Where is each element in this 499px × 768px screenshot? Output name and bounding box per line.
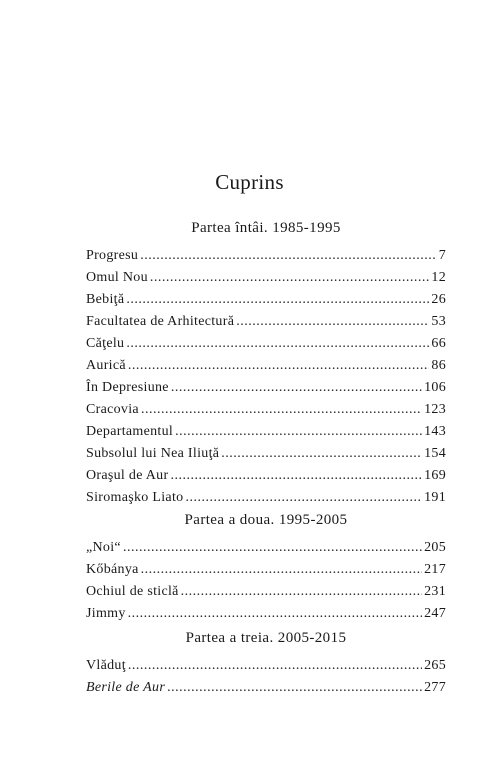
toc-entry[interactable]: [86, 358, 446, 378]
entry-page: 231: [424, 584, 446, 599]
entry-page: 277: [424, 680, 446, 695]
entry-page: 265: [424, 658, 446, 673]
entry-page: 12: [431, 270, 446, 285]
entry-title: Cracovia: [86, 402, 139, 417]
entry-page: 53: [431, 314, 446, 329]
dot-leader: [236, 314, 429, 330]
dot-leader: [185, 490, 422, 506]
toc-entry[interactable]: [86, 562, 446, 582]
dot-leader: [175, 424, 422, 440]
toc-entry[interactable]: [86, 380, 446, 400]
toc-entry[interactable]: [86, 490, 446, 510]
dot-leader: [221, 446, 422, 462]
entry-page: 247: [424, 606, 446, 621]
entry-page: 7: [438, 248, 446, 263]
dot-leader: [171, 380, 422, 396]
toc-entry[interactable]: [86, 314, 446, 334]
dot-leader: [123, 540, 422, 556]
toc-entry[interactable]: [86, 606, 446, 626]
entry-title: Departamentul: [86, 424, 174, 439]
entry-title: Bebiţă: [86, 292, 125, 307]
entry-page: 143: [424, 424, 446, 439]
toc-entry[interactable]: [86, 584, 446, 604]
dot-leader: [126, 336, 429, 352]
dot-leader: [140, 248, 437, 264]
dot-leader: [128, 358, 430, 374]
entry-title: Jimmy: [86, 606, 126, 621]
toc-entry[interactable]: [86, 270, 446, 290]
part-heading-3: Partea a treia. 2005-2015: [185, 630, 347, 646]
entry-title: „Noi“: [86, 540, 121, 555]
toc-entry[interactable]: [86, 468, 446, 488]
entry-page: 205: [424, 540, 446, 555]
dot-leader: [181, 584, 422, 600]
entry-title: Berile de Aur: [86, 680, 166, 695]
entry-page: 86: [431, 358, 446, 373]
toc-entry[interactable]: [86, 680, 446, 700]
toc-entry[interactable]: [86, 336, 446, 356]
entry-page: 169: [424, 468, 446, 483]
toc-entry[interactable]: [86, 658, 446, 678]
dot-leader: [141, 562, 422, 578]
toc-entry[interactable]: [86, 248, 446, 268]
entry-title: Progresu: [86, 248, 139, 263]
toc-entry[interactable]: [86, 424, 446, 444]
entry-title: Oraşul de Aur: [86, 468, 169, 483]
entry-title: Aurică: [86, 358, 126, 373]
entry-title: Subsolul lui Nea Iliuţă: [86, 446, 220, 461]
entry-title: Siromaşko Liato: [86, 490, 184, 505]
toc-entry[interactable]: [86, 446, 446, 466]
part-heading-2: Partea a doua. 1995-2005: [184, 512, 348, 528]
toc-entry[interactable]: [86, 292, 446, 312]
dot-leader: [170, 468, 422, 484]
toc-entry[interactable]: [86, 402, 446, 422]
entry-title: Kőbánya: [86, 562, 139, 577]
page-title: Cuprins: [215, 170, 284, 194]
entry-page: 106: [424, 380, 446, 395]
entry-page: 217: [424, 562, 446, 577]
toc-entry[interactable]: [86, 540, 446, 560]
entry-title: Vlăduţ: [86, 658, 126, 673]
dot-leader: [141, 402, 422, 418]
entry-title: Ochiul de sticlă: [86, 584, 179, 599]
entry-page: 154: [424, 446, 446, 461]
entry-title: Omul Nou: [86, 270, 148, 285]
entry-page: 123: [424, 402, 446, 417]
entry-title: Căţelu: [86, 336, 125, 351]
dot-leader: [150, 270, 429, 286]
dot-leader: [128, 658, 422, 674]
dot-leader: [128, 606, 422, 622]
dot-leader: [167, 680, 422, 696]
entry-title: Facultatea de Arhitectură: [86, 314, 235, 329]
entry-title: În Depresiune: [86, 380, 169, 395]
dot-leader: [126, 292, 429, 308]
entry-page: 26: [431, 292, 446, 307]
entry-page: 191: [424, 490, 446, 505]
entry-page: 66: [431, 336, 446, 351]
part-heading-1: Partea întâi. 1985-1995: [191, 220, 341, 236]
